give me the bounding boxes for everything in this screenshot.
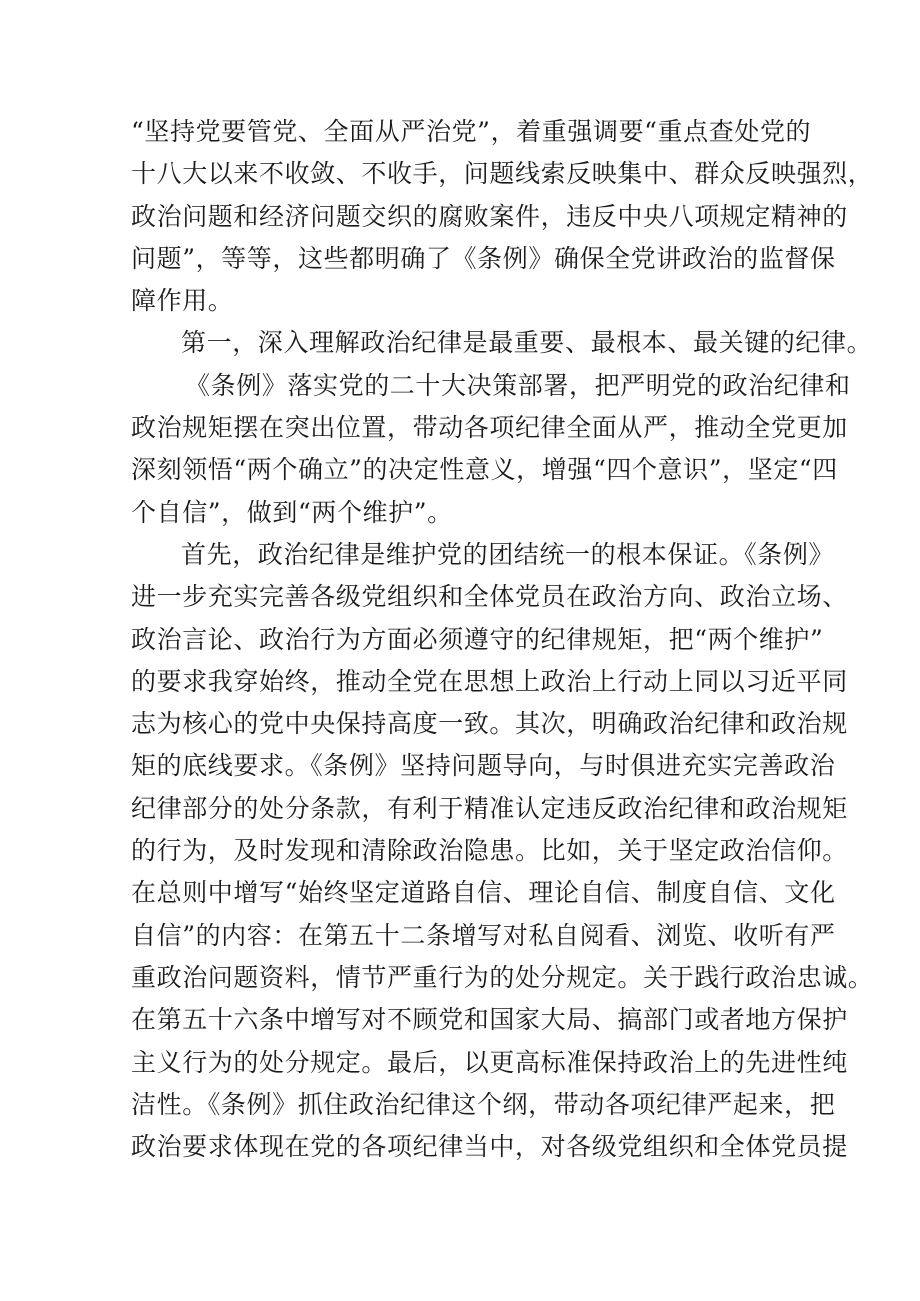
text-line: 纪律部分的处分条款，有利于精准认定违反政治纪律和政治规矩 <box>131 793 848 823</box>
text-line: 十八大以来不收敛、不收手，问题线索反映集中、群众反映强烈， <box>131 159 874 189</box>
text-line: 《条例》落实党的二十大决策部署，把严明党的政治纪律和 <box>185 370 851 400</box>
paragraph <box>131 534 874 1168</box>
section-heading <box>131 322 873 364</box>
text-line: 自信”的内容：在第五十二条增写对私自阅看、浏览、收听有严 <box>131 920 836 950</box>
paragraph <box>131 111 874 322</box>
text-line: 在第五十六条中增写对不顾党和国家大局、搞部门或者地方保护 <box>131 1005 848 1035</box>
text-line: 的要求我穿始终，推动全党在思想上政治上行动上同以习近平同 <box>131 666 848 696</box>
text-line: 洁性。《条例》抓住政治纪律这个纲，带动各项纪律严起来，把 <box>131 1089 836 1119</box>
text-line: 的行为，及时发现和清除政治隐患。比如，关于坚定政治信仰。 <box>131 836 848 866</box>
text-line: 进一步充实完善各级党组织和全体党员在政治方向、政治立场、 <box>131 582 848 612</box>
text-line: 首先，政治纪律是维护党的团结统一的根本保证。《条例》 <box>181 539 835 569</box>
text-line: 障作用。 <box>131 286 234 316</box>
text-line: 矩的底线要求。《条例》坚持问题导向，与时俱进充实完善政治 <box>131 751 836 781</box>
text-line: 主义行为的处分规定。最后，以更高标准保持政治上的先进性纯 <box>131 1047 848 1077</box>
text-line: “坚持党要管党、全面从严治党”，着重强调要“重点查处党的 <box>131 117 812 146</box>
text-line: 政治要求体现在党的各项纪律当中，对各级党组织和全体党员提 <box>131 1132 848 1162</box>
text-line: 个自信”，做到“两个维护”。 <box>131 497 453 527</box>
text-line: 政治言论、政治行为方面必须遵守的纪律规矩，把“两个维护” <box>131 624 824 654</box>
text-line: 志为核心的党中央保持高度一致。其次，明确政治纪律和政治规 <box>131 709 848 739</box>
text-line: 深刻领悟“两个确立”的决定性意义，增强“四个意识”，坚定“四 <box>131 455 838 485</box>
text-line: 政治规矩摆在突出位置，带动各项纪律全面从严，推动全党更加 <box>131 413 848 443</box>
paragraph <box>131 365 851 534</box>
text-line: 政治问题和经济问题交织的腐败案件，违反中央八项规定精神的 <box>131 201 848 231</box>
text-line: 重政治问题资料，情节严重行为的处分规定。关于践行政治忠诚。 <box>131 962 874 992</box>
text-line: 在总则中增写“始终坚定道路自信、理论自信、制度自信、文化 <box>131 878 836 908</box>
document-body <box>131 111 874 1168</box>
text-line: 问题”，等等，这些都明确了《条例》确保全党讲政治的监督保 <box>131 243 836 273</box>
heading-line: 第一，深入理解政治纪律是最重要、最根本、最关键的纪律。 <box>181 328 873 358</box>
